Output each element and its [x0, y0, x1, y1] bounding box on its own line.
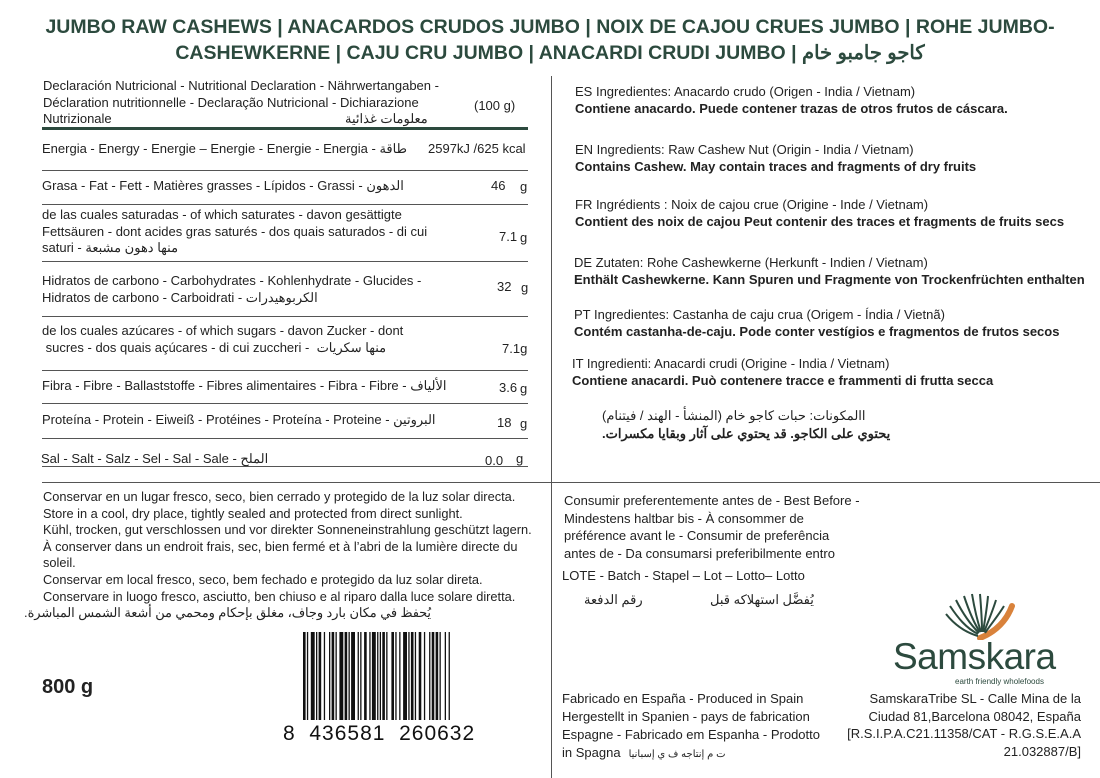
nutrition-row-saturates — [42, 204, 528, 262]
barcode-bar — [319, 632, 322, 720]
nutrition-label: de las cuales saturadas - of which saturates - davon gesättigte — [42, 207, 402, 222]
barcode-bar — [436, 632, 439, 720]
ingredients-line: DE Zutaten: Rohe Cashewkerne (Herkunft - Indien / Vietnam) — [574, 255, 928, 270]
best-before-line: antes de - Da consumarsi preferibilmente entro — [564, 545, 835, 561]
nutrition-header-arabic: معلومات غذائية — [345, 111, 428, 126]
nutrition-label: Hidratos de carbono - Carbohydrates - Kohlenhydrate - Glucides - — [42, 273, 422, 288]
ingredients-line: EN Ingredients: Raw Cashew Nut (Origin - India / Vietnam) — [575, 142, 914, 157]
barcode-bar — [360, 632, 361, 720]
barcode-bar — [303, 632, 306, 720]
nutrition-label: sucres - dos quais açúcares - di cui zuccheri - منها سكريات — [42, 339, 387, 355]
batch-label: LOTE - Batch - Stapel – Lot – Lotto– Lotto — [562, 568, 805, 583]
allergen-line: يحتوي على الكاجو. قد يحتوي على آثار وبقايا مكسرات. — [602, 426, 891, 441]
storage-line-arabic: يُحفظ في مكان بارد وجاف، مغلق بإحكام ومحمي من أشعة الشمس المباشرة. — [24, 605, 431, 621]
barcode-bar — [449, 632, 450, 720]
barcode-bar — [395, 632, 396, 720]
barcode-bar — [432, 632, 435, 720]
brand-name: Samskara — [893, 636, 1056, 677]
product-title-line-1: JUMBO RAW CASHEWS | ANACARDOS CRUDOS JUMBO | NOIX DE CAJOU CRUES JUMBO | ROHE JUMBO- — [45, 16, 1055, 38]
brand-tagline: earth friendly wholefoods — [955, 677, 1044, 686]
produced-in-line: in Spagna — [562, 745, 621, 760]
ingredients-line: IT Ingredienti: Anacardi crudi (Origine - India / Vietnam) — [572, 356, 890, 371]
company-line: [R.S.I.P.A.C21.11358/CAT - R.G.S.E.A.A — [847, 726, 1081, 741]
barcode-bar — [408, 632, 409, 720]
best-before-line: préférence avant le - Consumir de preferência — [564, 528, 830, 544]
nutrition-header-line: Déclaration nutritionnelle - Declaração Nutricional - Dichiarazione — [43, 94, 419, 110]
allergen-line: Contiene anacardo. Puede contener trazas de otros frutos de cáscara. — [575, 101, 1008, 116]
storage-line: Conservare in luogo fresco, asciutto, ben chiuso e al riparo dalla luce solare diretta. — [43, 588, 516, 604]
nutrition-unit: g — [520, 381, 528, 396]
barcode-bar — [349, 632, 350, 720]
ingredients-line: االمكونات: حبات كاجو خام (المنشأ - الهند / فيتنام) — [602, 408, 866, 423]
ingredients-pt — [574, 306, 1094, 340]
barcode-bar — [311, 632, 315, 720]
barcode-bar — [336, 632, 337, 720]
barcode-bar — [424, 632, 425, 720]
barcode-bar — [411, 632, 414, 720]
nutrition-per-100g: (100 g) — [474, 98, 516, 113]
best-before-line: Mindestens haltbar bis - À consommer de — [564, 510, 804, 526]
nutrition-unit: g — [521, 280, 529, 295]
ingredients-line: FR Ingrédients : Noix de cajou crue (Origine - Inde / Vietnam) — [575, 197, 929, 212]
ingredients-en — [575, 141, 1095, 175]
barcode-bar — [345, 632, 348, 720]
nutrition-value: 7.1g — [502, 341, 528, 356]
batch-label-arabic: رقم الدفعة — [584, 592, 643, 607]
barcode-bar — [372, 632, 376, 720]
nutrition-label: Sal - Salt - Salz - Sel - Sal - Sale - الملح — [41, 451, 269, 466]
ingredients-line: PT Ingredientes: Castanha de caju crua (Origem - Índia / Vietnã) — [574, 307, 945, 322]
product-title — [0, 14, 1100, 66]
net-weight: 800 g — [42, 676, 94, 698]
best-before-arabic: يُفضَّل استهلاكه قبل — [710, 592, 814, 607]
nutrition-row-sugars — [42, 316, 528, 371]
barcode-bar — [429, 632, 430, 720]
storage-line: soleil. — [43, 555, 76, 571]
barcode-bar — [419, 632, 422, 720]
barcode-bar — [386, 632, 387, 720]
allergen-line: Contiene anacardi. Può contenere tracce e frammenti di frutta secca — [572, 373, 994, 388]
samskara-logo-icon — [940, 592, 1020, 640]
barcode-bar — [382, 632, 385, 720]
barcode-bar — [339, 632, 343, 720]
barcode-bar — [391, 632, 394, 720]
storage-instructions — [24, 489, 543, 622]
barcode-bar — [358, 632, 359, 720]
allergen-line: Contient des noix de cajou Peut contenir des traces et fragments de fruits secs — [575, 214, 1065, 229]
nutrition-value: 3.6 — [499, 380, 518, 395]
ingredients-ar — [602, 407, 1082, 443]
barcode-bar — [377, 632, 378, 720]
allergen-line: Contém castanha-de-caju. Pode conter vestígios e fragmentos de frutos secos — [574, 324, 1060, 339]
nutrition-row-fibre — [42, 370, 528, 404]
nutrition-label: Hidratos de carbono - Carboidrati - الكربوهيدرات — [42, 289, 318, 305]
ingredients-es — [575, 83, 1095, 117]
barcode-bar — [332, 632, 335, 720]
barcode-bar — [415, 632, 416, 720]
nutrition-row-protein — [42, 403, 528, 439]
barcode-bar — [369, 632, 370, 720]
ingredients-fr — [575, 196, 1095, 230]
storage-line: Kühl, trocken, gut verschlossen und vor direkter Sonneneinstrahlung geschützt lagern. — [43, 522, 532, 538]
nutrition-value: 0.0 — [485, 453, 504, 468]
nutrition-label: Grasa - Fat - Fett - Matières grasses - Lípidos - Grassi - الدهون — [42, 178, 404, 193]
nutrition-unit: g — [520, 230, 528, 245]
barcode-bar — [380, 632, 381, 720]
product-title-line-2: CASHEWKERNE | CAJU CRU JUMBO | ANACARDI CRUDI JUMBO | كاجو جامبو خام — [175, 42, 925, 64]
barcode-bar — [364, 632, 367, 720]
company-address — [830, 690, 1081, 760]
nutrition-label: de los cuales azúcares - of which sugars - davon Zucker - dont — [42, 323, 404, 338]
ingredients-it — [572, 355, 1092, 389]
company-line: 21.032887/B] — [1003, 743, 1081, 759]
nutrition-unit: g — [516, 451, 524, 466]
company-line: SamskaraTribe SL - Calle Mina de la — [869, 691, 1081, 706]
produced-in-line: Fabricado en España - Produced in Spain — [562, 691, 804, 706]
storage-line: Conservar en un lugar fresco, seco, bien cerrado y protegido de la luz solar directa. — [43, 489, 516, 504]
nutrition-header-rule — [42, 127, 528, 130]
nutrition-value: 18 — [497, 415, 512, 430]
allergen-line: Enthält Cashewkerne. Kann Spuren und Fragmente von Trockenfrüchten enthalten — [574, 272, 1085, 287]
nutrition-unit: g — [520, 416, 528, 431]
nutrition-value: 7.1 — [499, 229, 518, 244]
nutrition-header-line: Declaración Nutricional - Nutritional Declaration - Nährwertangaben - — [43, 78, 439, 93]
best-before-line: Consumir preferentemente antes de - Best Before - — [564, 493, 860, 508]
storage-line: Conservar em local fresco, seco, bem fechado e protegido da luz solar direta. — [43, 571, 483, 587]
allergen-line: Contains Cashew. May contain traces and fragments of dry fruits — [575, 159, 977, 174]
barcode-bar — [445, 632, 446, 720]
nutrition-header-line: Nutrizionale — [43, 111, 112, 126]
produced-in — [562, 690, 832, 764]
vertical-divider — [551, 76, 552, 778]
nutrition-value: 32 — [497, 279, 512, 294]
produced-in-arabic: ت م إنتاجه ف ي إسبانيا — [628, 749, 726, 760]
nutrition-value: 46 — [491, 178, 506, 193]
barcode-bar — [329, 632, 330, 720]
barcode-bar — [316, 632, 317, 720]
barcode-bar — [351, 632, 355, 720]
ingredients-de — [574, 254, 1094, 288]
nutrition-label: Fettsäuren - dont acides gras saturés - dos quais saturados - di cui — [42, 223, 428, 239]
nutrition-label: Proteína - Protein - Eiweiß - Protéines - Proteína - Proteine - البروتين — [42, 412, 436, 427]
nutrition-label: saturi - منها دهون مشبعة — [42, 240, 179, 255]
ingredients-line: ES Ingredientes: Anacardo crudo (Origen - India / Vietnam) — [575, 84, 916, 99]
storage-line: Store in a cool, dry place, tightly sealed and protected from direct sunlight. — [43, 505, 463, 521]
nutrition-value: 2597kJ /625 kcal — [428, 141, 526, 156]
barcode-digits: 8 436581 260632 — [283, 722, 476, 745]
produced-in-line: Espagne - Fabricado em Espanha - Prodotto — [562, 727, 820, 742]
produced-in-line: Hergestellt in Spanien - pays de fabrication — [562, 709, 810, 724]
storage-line: À conserver dans un endroit frais, sec, bien fermé et à l’abri de la lumière directe du — [43, 538, 518, 554]
barcode-bar — [324, 632, 325, 720]
nutrition-row-carbohydrates — [42, 261, 528, 317]
barcode-bar — [403, 632, 407, 720]
nutrition-header — [43, 78, 443, 128]
horizontal-divider — [42, 482, 1100, 483]
nutrition-unit: g — [520, 179, 528, 194]
barcode-bar — [399, 632, 400, 720]
nutrition-row-salt — [42, 438, 528, 467]
nutrition-label: Fibra - Fibre - Ballaststoffe - Fibres alimentaires - Fibra - Fibre - الألياف — [42, 378, 447, 393]
best-before — [564, 492, 884, 562]
company-line: Ciudad 81,Barcelona 08042, España — [868, 708, 1081, 724]
nutrition-row-energy — [42, 138, 528, 171]
nutrition-row-fat — [42, 170, 528, 205]
barcode-bar — [307, 632, 308, 720]
barcode-bar — [440, 632, 441, 720]
nutrition-label: Energia - Energy - Energie – Energie - Energie - Energia - طاقة — [42, 141, 407, 156]
